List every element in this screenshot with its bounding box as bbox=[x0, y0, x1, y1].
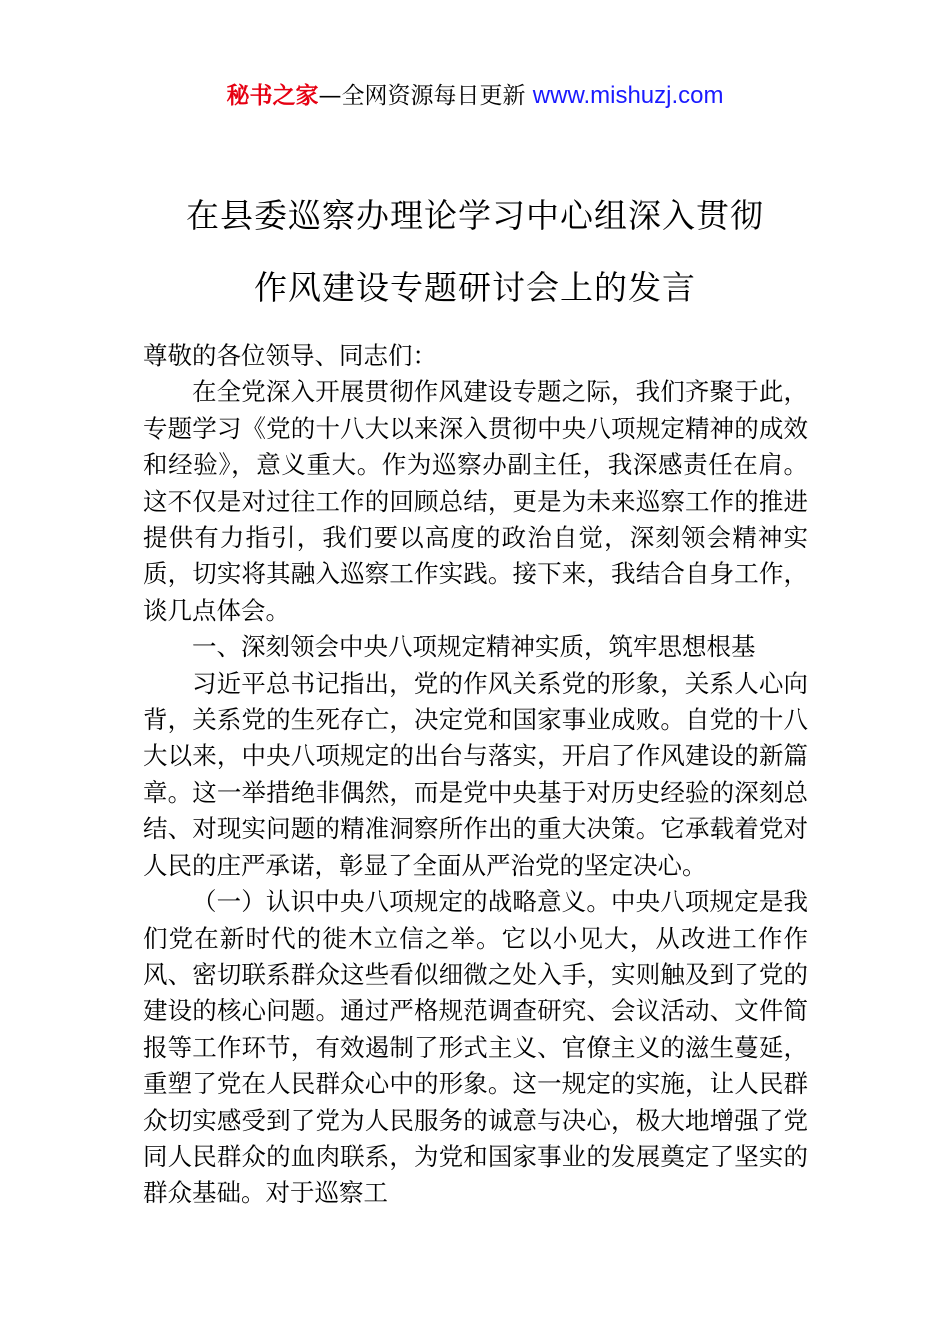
paragraph-subsection-1: （一）认识中央八项规定的战略意义。中央八项规定是我们党在新时代的徙木立信之举。它以小见大，从改进工作作风、密切联系群众这些看似细微之处入手，实则触及到了党的建设的核心问题。通过严格规范调查研究、会议活动、文件简报等工作环节，有效遏制了形式主义、官僚主义的滋生蔓延，重塑了党在人民群众心中的形象。这一规定的实施，让人民群众切实感受到了党为人民服务的诚意与决心，极大地增强了党同人民群众的血肉联系，为党和国家事业的发展奠定了坚实的群众基础。对于巡察工 bbox=[143, 887, 808, 1208]
site-tagline: —全网资源每日更新 bbox=[318, 83, 533, 109]
site-header bbox=[0, 80, 950, 112]
paragraph-intro: 在全党深入开展贯彻作风建设专题之际，我们齐聚于此，专题学习《党的十八大以来深入贯彻中央八项规定精神的成效和经验》，意义重大。作为巡察办副主任，我深感责任在肩。这不仅是对过往工作的回顾总结，更是为未来巡察工作的推进提供有力指引，我们要以高度的政治自觉，深刻领会精神实质，切实将其融入巡察工作实践。接下来，我结合自身工作，谈几点体会。 bbox=[143, 377, 808, 625]
title-line-2: 作风建设专题研讨会上的发言 bbox=[254, 268, 696, 307]
document-body bbox=[143, 338, 808, 1212]
site-url[interactable]: www.mishuzj.com bbox=[532, 82, 724, 109]
section-heading-1: 一、深刻领会中央八项规定精神实质，筑牢思想根基 bbox=[192, 632, 756, 662]
paragraph-section-1: 习近平总书记指出，党的作风关系党的形象，关系人心向背，关系党的生死存亡，决定党和国家事业成败。自党的十八大以来，中央八项规定的出台与落实，开启了作风建设的新篇章。这一举措绝非偶然，而是党中央基于对历史经验的深刻总结、对现实问题的精准洞察所作出的重大决策。它承载着党对人民的庄严承诺，彰显了全面从严治党的坚定决心。 bbox=[143, 668, 808, 880]
document-title bbox=[0, 180, 950, 324]
title-line-1: 在县委巡察办理论学习中心组深入贯彻 bbox=[186, 196, 764, 235]
salutation: 尊敬的各位领导、同志们： bbox=[143, 341, 437, 370]
site-brand: 秘书之家 bbox=[226, 83, 319, 109]
